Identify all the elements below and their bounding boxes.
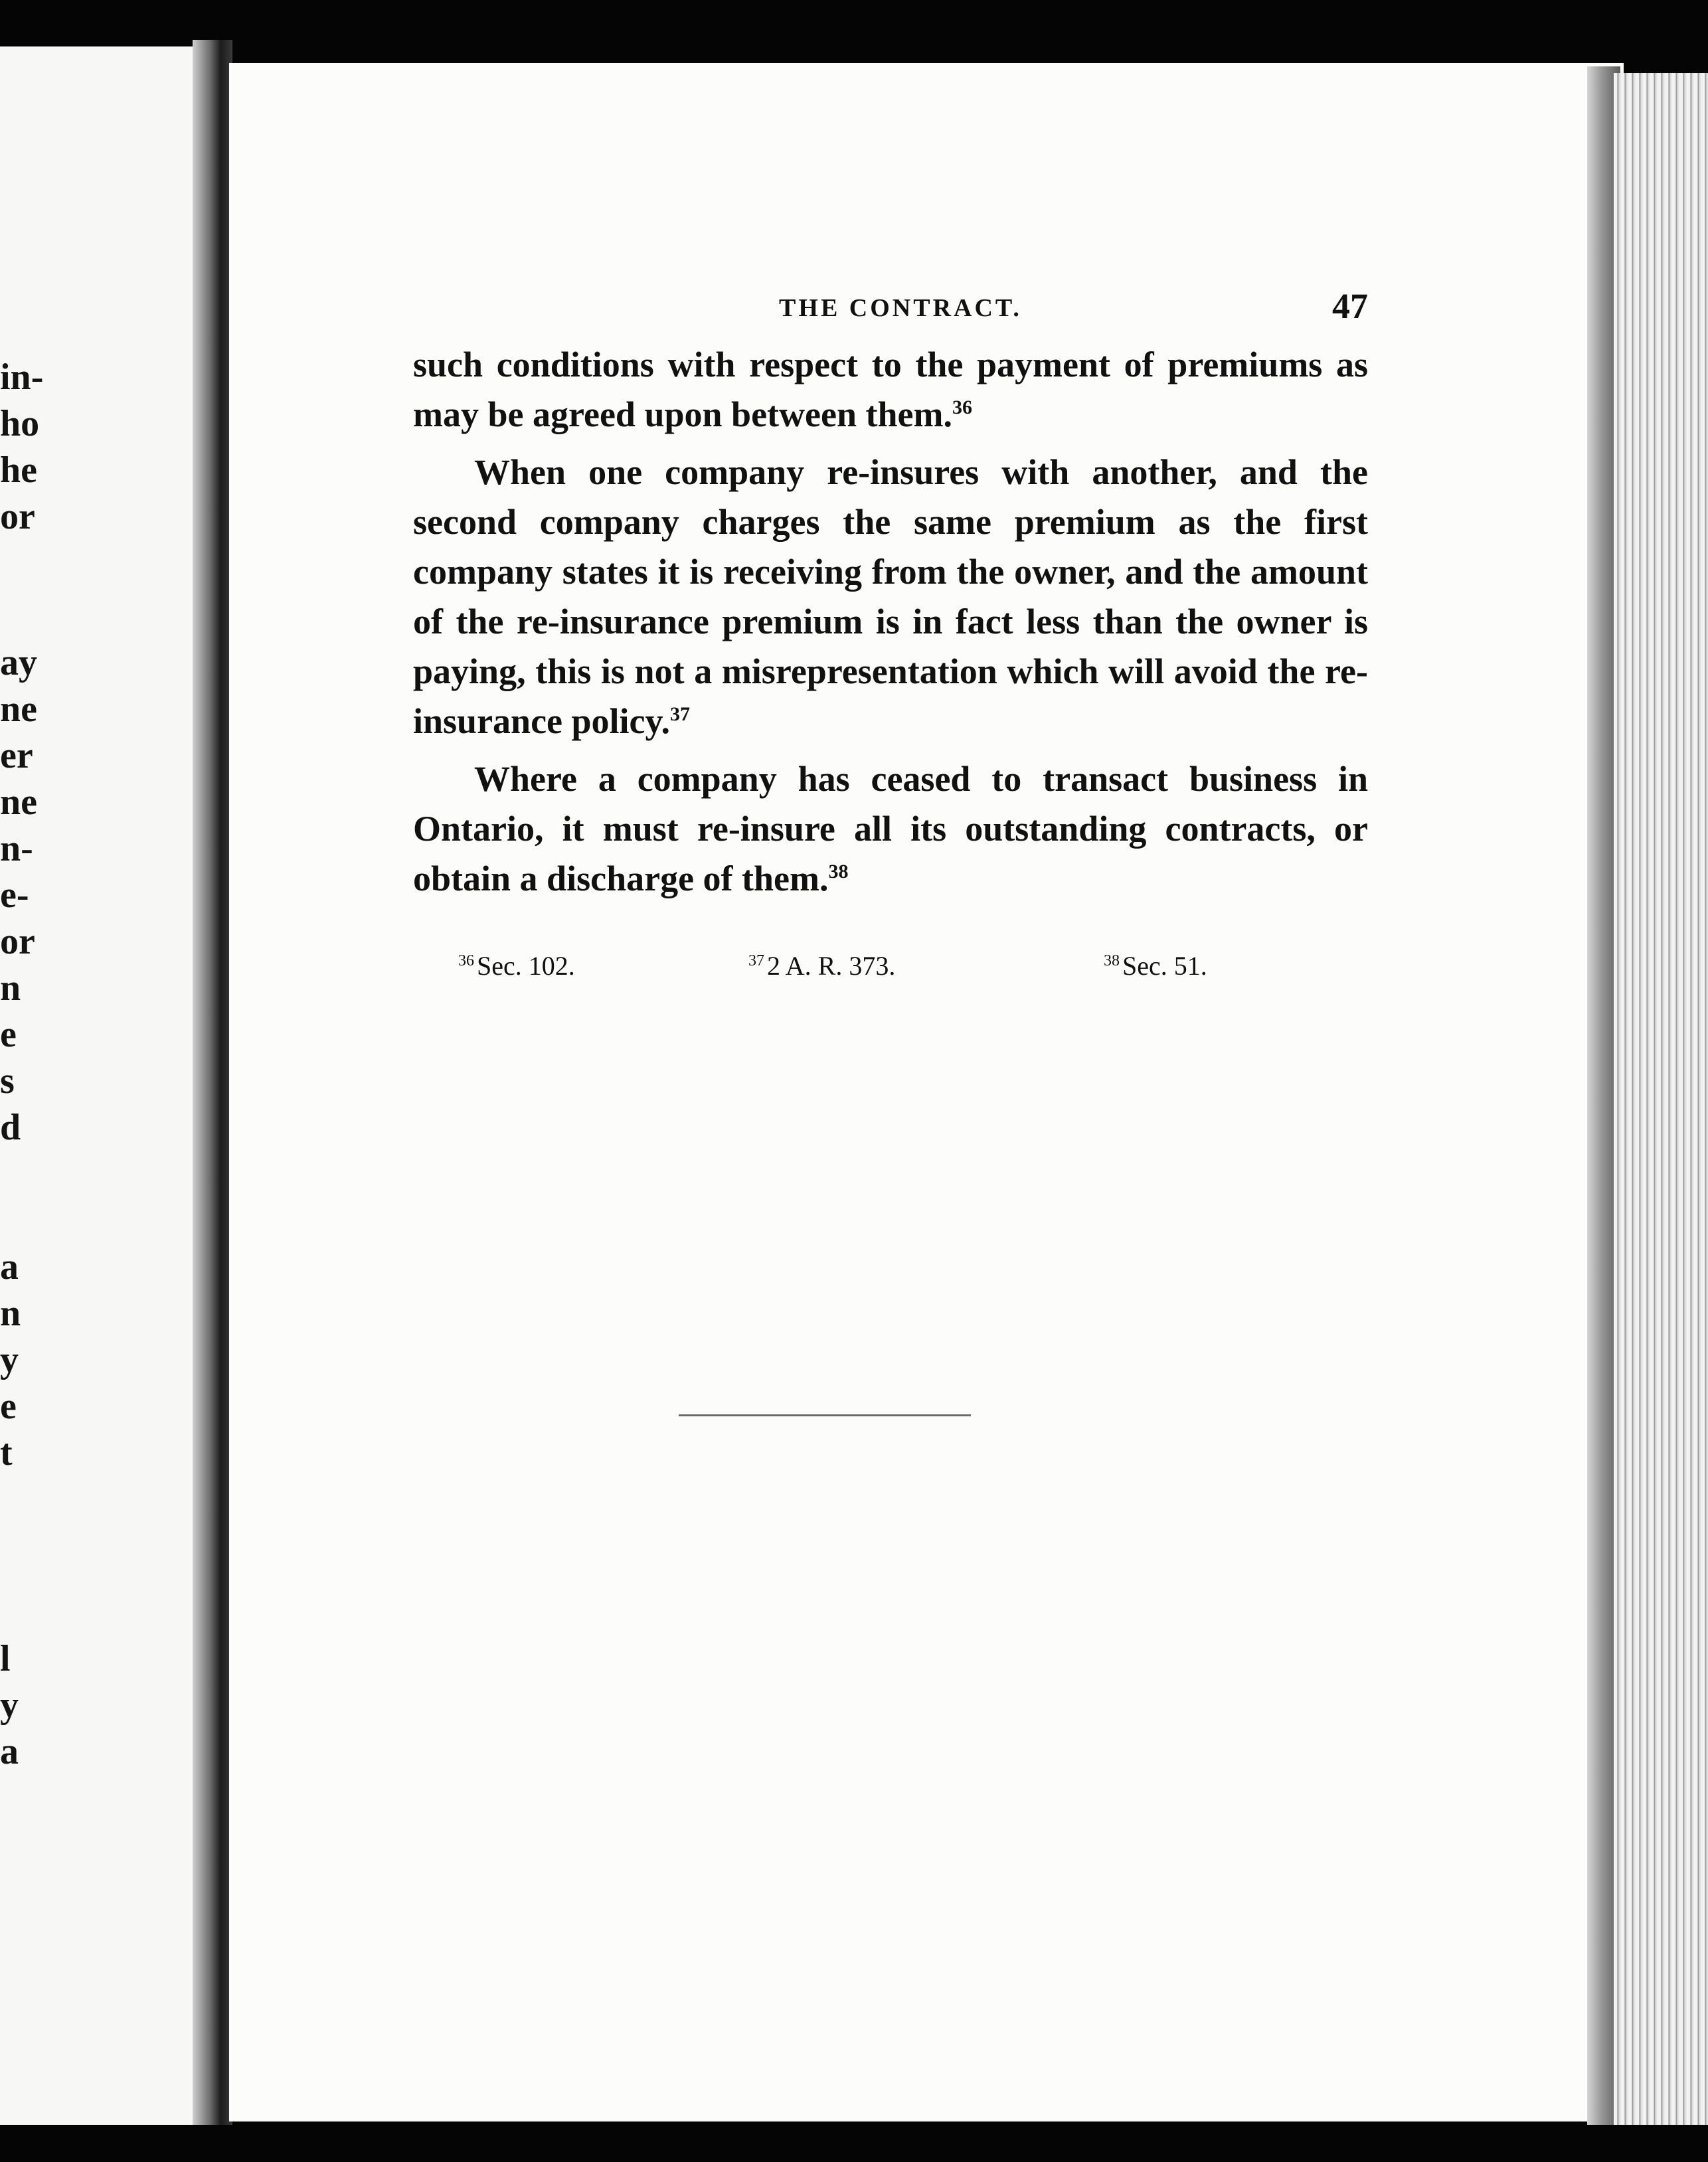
left-fragment: a [0, 1246, 19, 1288]
footnotes [413, 950, 1368, 990]
footnote-reference: 37 [670, 703, 691, 725]
left-fragment: n [0, 1293, 21, 1334]
page-body [413, 286, 1368, 990]
left-fragment: n [0, 967, 21, 1009]
footnote-mark: 36 [458, 952, 474, 969]
paragraph-text: Where a company has ceased to transact business in Ontario, it must re-insure all its outstanding contracts, or obtain a discharge of them. [413, 759, 1368, 898]
page-number: 47 [1332, 286, 1368, 326]
left-fragment: t [0, 1432, 13, 1473]
footnote-text: Sec. 51. [1122, 951, 1207, 981]
left-fragment: e [0, 1014, 17, 1055]
page-fore-edge [1614, 73, 1708, 2125]
left-fragment: ay [0, 642, 37, 683]
book-gutter [193, 40, 232, 2125]
footnote-mark: 38 [1104, 952, 1120, 969]
left-fragment: e- [0, 874, 29, 916]
left-fragment: or [0, 921, 35, 962]
left-fragment: y [0, 1339, 19, 1380]
chapter-end-rule [679, 1414, 971, 1416]
paragraph [413, 340, 1368, 440]
running-head [413, 286, 1368, 332]
left-fragment: l [0, 1638, 11, 1679]
left-fragment: s [0, 1060, 15, 1102]
footnote-reference: 36 [952, 396, 972, 418]
left-fragment: y [0, 1685, 19, 1726]
running-title: THE CONTRACT. [779, 294, 1022, 322]
left-fragment: ho [0, 403, 40, 444]
paragraph [413, 448, 1368, 746]
footnote-text: Sec. 102. [477, 951, 575, 981]
left-fragment: e [0, 1386, 17, 1427]
left-fragment: he [0, 450, 37, 491]
paragraph-text: such conditions with respect to the payment of premiums as may be agreed upon between them. [413, 345, 1368, 434]
left-fragment: in- [0, 357, 44, 398]
footnote-reference: 38 [828, 861, 849, 882]
footnote-text: 2 A. R. 373. [767, 951, 896, 981]
left-fragment: a [0, 1731, 19, 1772]
footnote-mark: 37 [748, 952, 764, 969]
paragraph [413, 754, 1368, 904]
footnote [1104, 950, 1207, 981]
left-fragment: n- [0, 828, 33, 869]
footnote [458, 950, 575, 981]
left-fragment: er [0, 735, 33, 776]
paragraph-text: When one company re-insures with another, and the second company charges the same premium as the first company states it is receiving from the owner, and the amount of the re-insurance premium is in fact less than the owner is paying, this is not a misrepresentation which will avoid the re-insurance policy. [413, 452, 1368, 741]
left-fragment: d [0, 1107, 21, 1148]
left-fragment: ne [0, 782, 37, 823]
left-fragment: or [0, 496, 35, 537]
footnote [748, 950, 895, 981]
left-fragment: ne [0, 689, 37, 730]
